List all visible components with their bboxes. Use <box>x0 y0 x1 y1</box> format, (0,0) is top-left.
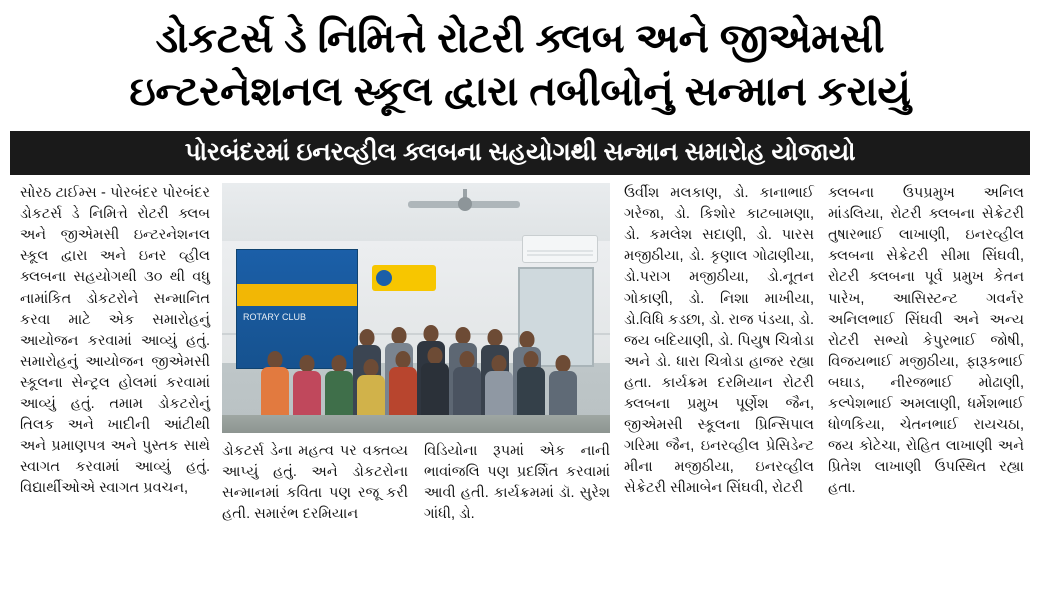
article-photo <box>222 183 610 433</box>
group-photo-image <box>222 183 610 433</box>
article-column-2-text: ડોકટર્સ ડેના મહત્વ પર વક્તવ્ય આપ્યું હતું. અને ડોકટરોના સન્માનમાં કવિતા પણ રજૂ કરી હતી. સમારંભ દરમિયાન <box>222 443 408 523</box>
article-column-4-text: ઉર્વીશ મલકાણ, ડો. કાનાભાઈ ગરેજા, ડો. કિશોર કાટબામણા, ડો. કમલેશ સદાણી, ડો. પારસ મજીઠીયા, ડો. કૃણાલ ગોઢાણીયા, ડો.પરાગ મજીઠીયા, ડો.નૂતન ગોકાણી, ડો. નિશા માખીયા, ડો.વિધિ કડછા, ડો. રાજ પંડયા, ડો. જય બદિયાણી, ડો. પિયુષ ચિત્રોડા અને ડો. ધારા ચિત્રોડા હાજર રહ્યા હતા. કાર્યક્રમ દરમિયાન રોટરી ક્લબના પ્રમુખ પૂર્ણેશ જૈન, જીએમસી સ્કૂલના પ્રિન્સિપાલ ગરિમા જૈન, ઇનરવ્હીલ પ્રેસિડેન્ટ મીના મજીઠીયા, ઇનરવ્હીલ સેક્રેટરી સીમાબેન સિંઘવી, રોટરી <box>624 185 814 497</box>
page-bottom-edge <box>0 607 1040 611</box>
rotary-logo-icon <box>372 265 436 291</box>
article-column-2 <box>222 441 408 525</box>
article-column-4 <box>624 183 814 499</box>
article-column-5-text: ક્લબના ઉપપ્રમુખ અનિલ માંડલિયા, રોટરી ક્લબના સેક્રેટરી તુષારભાઈ લાખાણી, ઇનરવ્હીલ ક્લબના સેક્રેટરી સીમા સિંઘવી, રોટરી ક્લબના પૂર્વ પ્રમુખ કેતન પારેખ, આસિસ્ટન્ટ ગવર્નર અનિલભાઈ સિંઘવી અને અન્ય રોટરી સભ્યો કેપુરભાઈ જોષી, વિજયભાઈ મજીઠીયા, ફારૂકભાઈ બઘાડ, નીરજભાઈ મોઢાણી, કલ્પેશભાઈ અમલાણી, ધર્મેશભાઈ ધોળકિયા, ચેતનભાઈ રાયચઠા, જય કોટેચા, રોહિત લાખાણી અને પ્રિતેશ લાખાણી ઉપસ્થિત રહ્યા હતા. <box>828 185 1024 497</box>
article-body <box>10 183 1030 565</box>
headline-line-1: ડોકટર્સ ડે નિમિત્તે રોટરી ક્લબ અને જીએમસી <box>155 15 885 61</box>
headline-line-2: ઇન્ટરનેશનલ સ્કૂલ દ્વારા તબીબોનું સન્માન કરાયું <box>129 68 911 115</box>
article-column-1-text: સોરઠ ટાઈમ્સ - પોરબંદર પોરબંદર ડોકટર્સ ડે નિમિત્તે રોટરી ક્લબ અને જીએમસી ઇન્ટરનેશનલ સ્કૂલ દ્વારા અને ઇનર વ્હીલ ક્લબના સહયોગથી ૩૦ થી વધુ નામાંકિત ડોકટરોને સન્માનિત કરવા માટે એક સમારોહનું આયોજન કરવામાં આવ્યું હતું. સમારોહનું આયોજન જીએમસી સ્કૂલના સેન્ટ્રલ હોલમાં કરવામાં આવ્યું હતું. તમામ ડોકટરોનું તિલક અને ખાદીની આંટીથી અને પ્રમાણપત્ર અને પુસ્તક સાથે સ્વાગત કરવામાં આવ્યું હતું. વિદ્યાર્થીઓએ સ્વાગત પ્રવચન, <box>20 185 210 497</box>
people-group <box>222 307 610 433</box>
page-title <box>10 12 1030 119</box>
ceiling-fan-icon <box>408 189 520 219</box>
article-column-1 <box>20 183 210 499</box>
article-column-5 <box>828 183 1024 499</box>
article-column-3-text: વિડિયોના રૂપમાં એક નાની ભાવાંજલિ પણ પ્રદર્શિત કરવામાં આવી હતી. કાર્યક્રમમાં ડૉ. સુરેશ ગાંધી, ડો. <box>424 443 610 523</box>
article-column-3 <box>424 441 610 525</box>
subheadline-bar: પોરબંદરમાં ઇનરવ્હીલ ક્લબના સહયોગથી સન્માન સમારોહ યોજાયો <box>10 131 1030 176</box>
banner-text: ROTARY CLUB <box>243 312 307 323</box>
air-conditioner-icon <box>522 235 598 263</box>
floor-area <box>222 415 610 433</box>
